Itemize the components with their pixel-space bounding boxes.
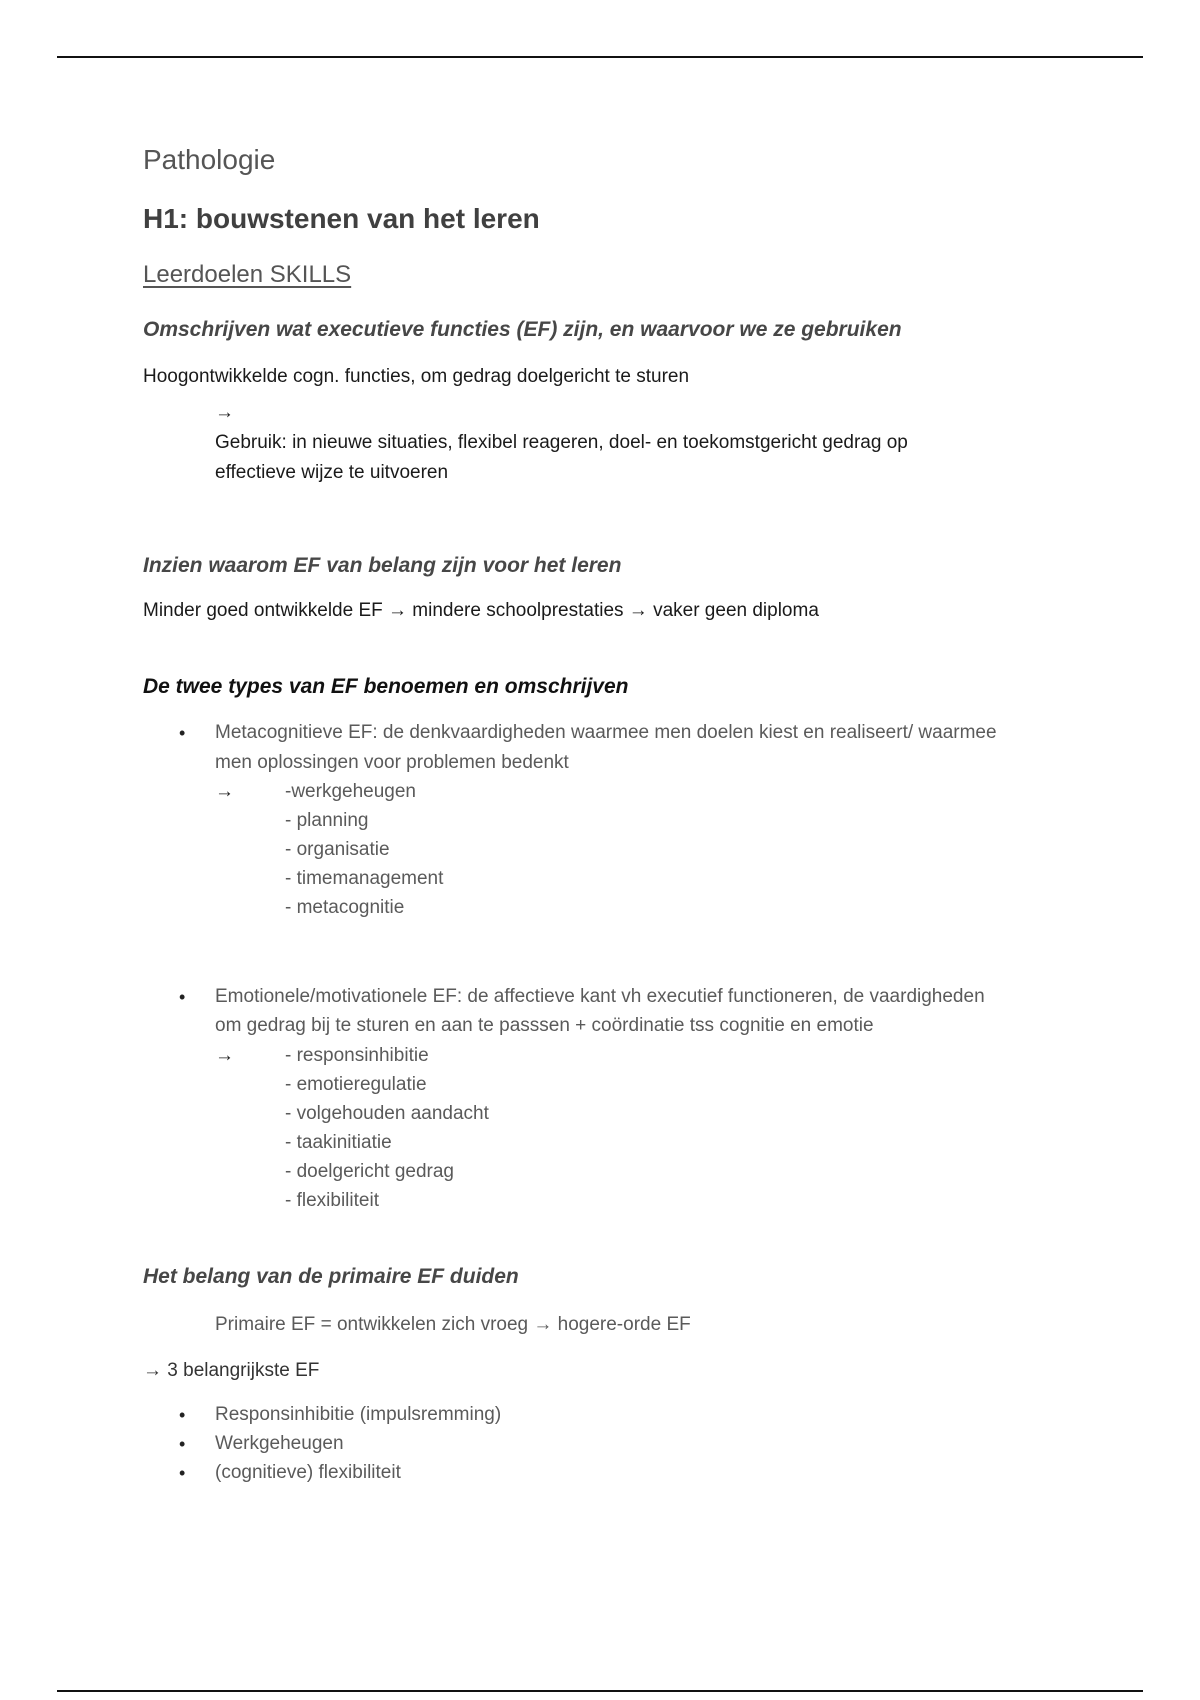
list-item: - metacognitie	[285, 897, 405, 918]
ef-definition-text: Hoogontwikkelde cogn. functies, om gedrag doelgericht te sturen	[143, 366, 690, 387]
list-item: Responsinhibitie (impulsremming)	[215, 1404, 502, 1425]
list-item: - timemanagement	[285, 868, 444, 889]
section-heading: Leerdoelen SKILLS	[143, 261, 352, 288]
question-heading-primary-ef: Het belang van de primaire EF duiden	[143, 1265, 519, 1288]
emotional-ef-line-1: Emotionele/motivationele EF: de affectieve kant vh executief functioneren, de vaardigheden	[215, 986, 985, 1007]
ef-importance-text: Minder goed ontwikkelde EF → mindere schoolprestaties → vaker geen diploma	[143, 600, 819, 621]
list-item: - emotieregulatie	[285, 1074, 427, 1095]
primary-ef-text: Primaire EF = ontwikkelen zich vroeg → hogere-orde EF	[215, 1314, 691, 1335]
bullet-icon: •	[179, 987, 186, 1007]
metacognitive-ef-line-1: Metacognitieve EF: de denkvaardigheden waarmee men doelen kiest en realiseert/ waarmee	[215, 722, 997, 743]
bottom-rule	[57, 1690, 1143, 1692]
list-item: - planning	[285, 810, 369, 831]
metacognitive-ef-line-2: men oplossingen voor problemen bedenkt	[215, 752, 569, 773]
list-item: - organisatie	[285, 839, 390, 860]
list-item: - volgehouden aandacht	[285, 1103, 489, 1124]
list-item: - taakinitiatie	[285, 1132, 392, 1153]
arrow-icon: →	[215, 402, 234, 423]
bullet-icon: •	[179, 723, 186, 743]
emotional-ef-line-2: om gedrag bij te sturen en aan te passsen + coördinatie tss cognitie en emotie	[215, 1015, 874, 1036]
question-heading-ef-types: De twee types van EF benoemen en omschrijven	[143, 675, 629, 698]
arrow-icon: →	[215, 1045, 234, 1066]
chapter-heading: H1: bouwstenen van het leren	[143, 203, 540, 234]
list-item: Werkgeheugen	[215, 1433, 344, 1454]
ef-use-line-1: Gebruik: in nieuwe situaties, flexibel reageren, doel- en toekomstgericht gedrag op	[215, 432, 908, 453]
question-heading-ef-importance: Inzien waarom EF van belang zijn voor het leren	[143, 554, 622, 577]
bullet-icon: •	[179, 1405, 186, 1425]
list-item: (cognitieve) flexibiliteit	[215, 1462, 401, 1483]
bullet-icon: •	[179, 1434, 186, 1454]
bullet-icon: •	[179, 1463, 186, 1483]
ef-use-line-2: effectieve wijze te uitvoeren	[215, 462, 449, 483]
question-heading-ef-definition: Omschrijven wat executieve functies (EF) zijn, en waarvoor we ze gebruiken	[143, 318, 902, 341]
list-item: - doelgericht gedrag	[285, 1161, 454, 1182]
list-item: - flexibiliteit	[285, 1190, 379, 1211]
document-title: Pathologie	[143, 144, 276, 175]
arrow-icon: →	[215, 781, 234, 802]
list-item: - responsinhibitie	[285, 1045, 429, 1066]
list-item: -werkgeheugen	[285, 781, 416, 802]
top-three-ef-intro: → 3 belangrijkste EF	[143, 1360, 320, 1381]
